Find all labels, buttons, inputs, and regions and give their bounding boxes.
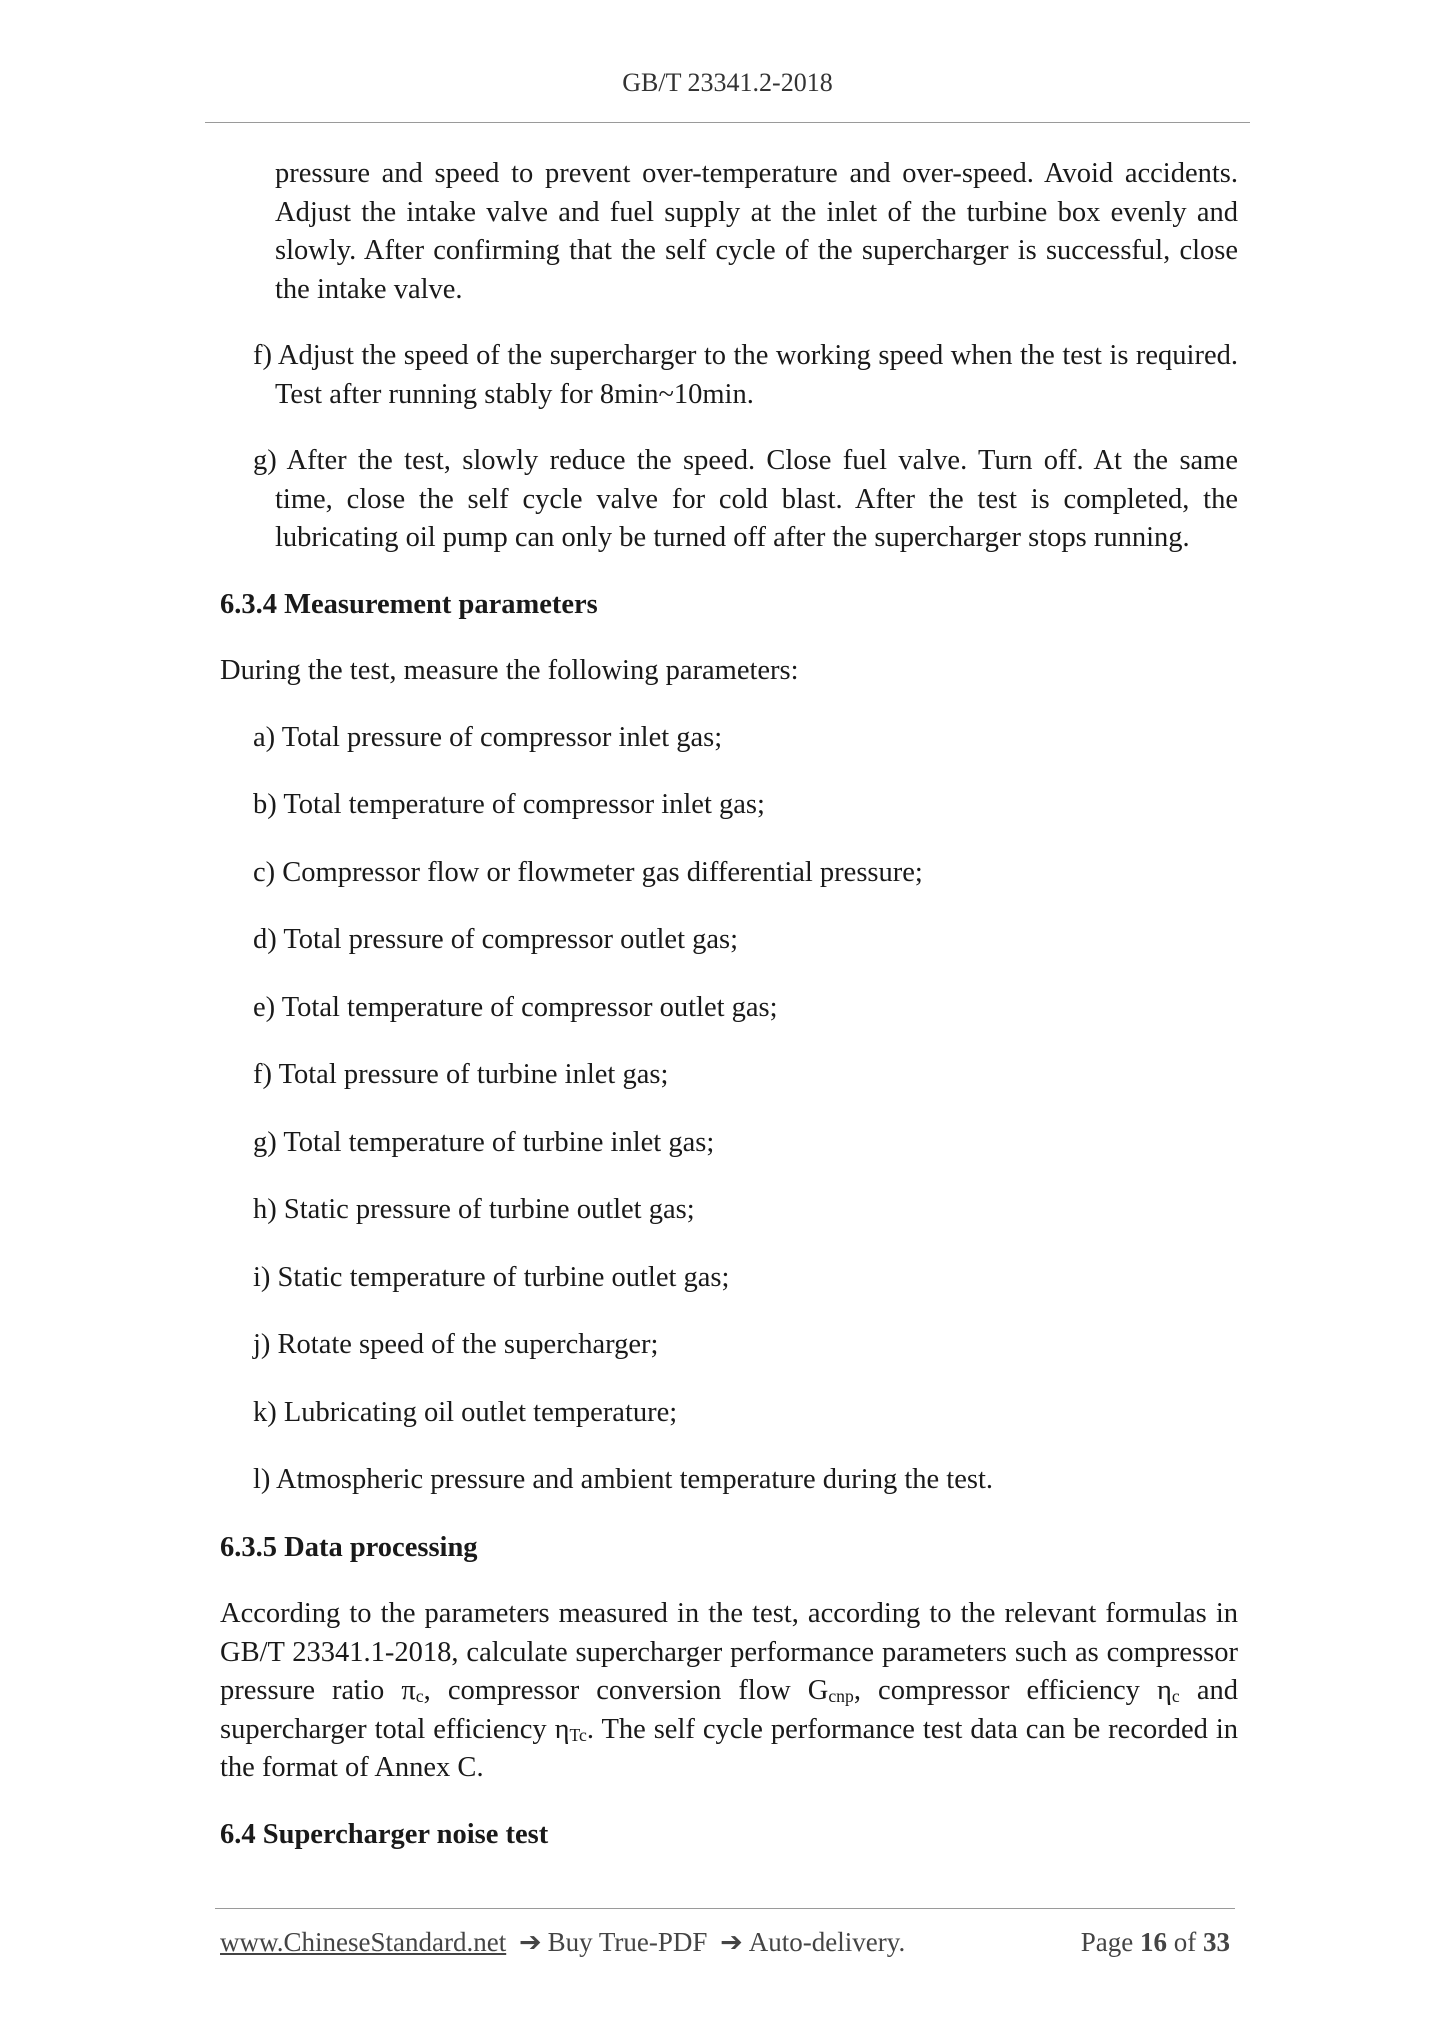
dp-sub-g: cnp (828, 1686, 854, 1706)
page-label: Page (1080, 1927, 1134, 1957)
dp-sub-eta-c: c (1171, 1686, 1180, 1706)
section-heading-6-3-4: 6.3.4 Measurement parameters (220, 588, 598, 620)
document-header: GB/T 23341.2-2018 (622, 68, 833, 97)
parameter-item-l: l) Atmospheric pressure and ambient temperature during the test. (253, 1464, 993, 1495)
parameter-list (220, 719, 1238, 1500)
section-heading-6-4: 6.4 Supercharger noise test (220, 1818, 549, 1850)
current-page-number: 16 (1140, 1927, 1167, 1957)
parameter-item-k: k) Lubricating oil outlet temperature; (253, 1396, 678, 1428)
dp-text-4: and supercharger total efficiency η (220, 1675, 1239, 1745)
parameter-item-g: g) Total temperature of turbine inlet gas; (253, 1126, 715, 1158)
arrow-right-icon: ➔ (518, 1927, 542, 1957)
dp-text-1: According to the parameters measured in the test, according to the relevant formulas in GB/T 23341.1-2018, calculate supercharger performance parameters such as compressor pressure ratio π (220, 1598, 1238, 1706)
parameter-item-j: j) Rotate speed of the supercharger; (253, 1329, 659, 1360)
auto-delivery-text: Auto-delivery. (748, 1927, 906, 1957)
dp-text-2: , compressor conversion flow G (423, 1675, 829, 1706)
dp-sub-pi: c (415, 1686, 424, 1706)
measurement-intro: During the test, measure the following parameters: (220, 655, 799, 686)
buy-pdf-text: Buy True-PDF (547, 1927, 708, 1957)
step-f: f) Adjust the speed of the supercharger to the working speed when the test is required. Test after running stably for 8min~10min. (253, 340, 1238, 410)
footer-divider (215, 1908, 1235, 1909)
parameter-item-b: b) Total temperature of compressor inlet gas; (253, 789, 765, 820)
dp-text-3: , compressor efficiency η (853, 1675, 1172, 1706)
page-footer (220, 1927, 1230, 1967)
site-link[interactable]: www.ChineseStandard.net (220, 1927, 507, 1957)
parameter-item-e: e) Total temperature of compressor outlet gas; (253, 991, 778, 1023)
dp-sub-eta-tc: Tc (569, 1724, 587, 1745)
page-body (220, 155, 1238, 1882)
of-label: of (1173, 1927, 1197, 1957)
step-g: g) After the test, slowly reduce the speed. Close fuel valve. Turn off. At the same time, close the self cycle valve for cold blast. After the test is completed, the lubricating oil pump can only be turned off after the supercharger stops running. (253, 445, 1238, 553)
header-divider (205, 122, 1250, 123)
total-page-count: 33 (1203, 1927, 1230, 1957)
parameter-item-d: d) Total pressure of compressor outlet gas; (253, 924, 739, 955)
step-e-continuation: pressure and speed to prevent over-temperature and over-speed. Avoid accidents. Adjust the intake valve and fuel supply at the inlet of the turbine box evenly and slowly. After confirming that the self cycle of the supercharger is successful, close the intake valve. (275, 158, 1238, 305)
arrow-right-icon: ➔ (720, 1927, 743, 1957)
parameter-item-h: h) Static pressure of turbine outlet gas; (253, 1194, 695, 1225)
footer-links (220, 1927, 905, 1958)
dp-text-5: . The self cycle performance test data can be recorded in the format of Annex C. (220, 1713, 1238, 1783)
parameter-item-a: a) Total pressure of compressor inlet gas; (253, 721, 723, 753)
parameter-item-i: i) Static temperature of turbine outlet gas; (253, 1261, 730, 1293)
section-heading-6-3-5: 6.3.5 Data processing (220, 1531, 478, 1563)
parameter-item-f: f) Total pressure of turbine inlet gas; (253, 1059, 669, 1090)
page-indicator (1081, 1927, 1230, 1958)
data-processing-paragraph (220, 1595, 1238, 1788)
parameter-item-c: c) Compressor flow or flowmeter gas differential pressure; (253, 856, 923, 888)
